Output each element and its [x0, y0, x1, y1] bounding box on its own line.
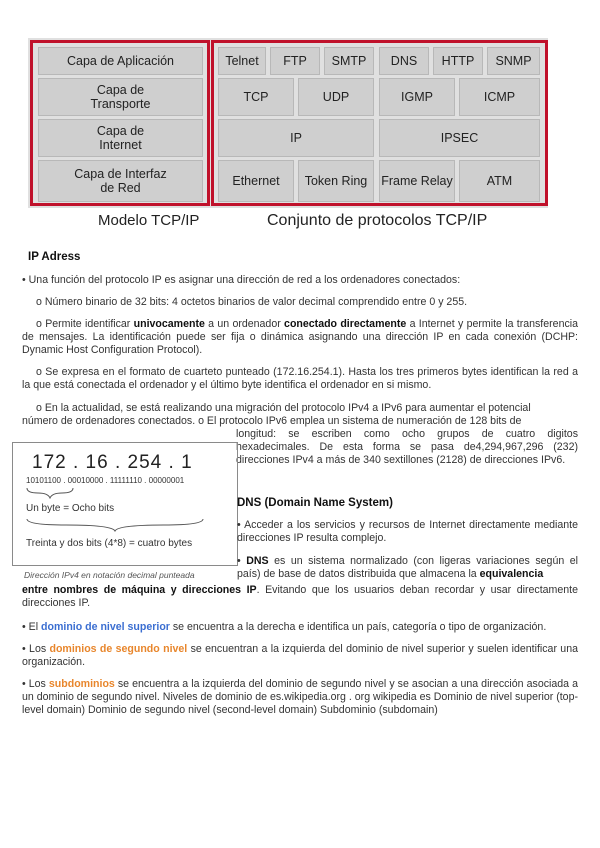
proto-igmp: IGMP	[379, 78, 455, 116]
brace-32bits	[26, 518, 204, 532]
proto-http: HTTP	[433, 47, 483, 75]
brace-byte	[26, 487, 74, 499]
layer-transport: Capa de Transporte	[38, 78, 203, 116]
dns-bullet-1: • Acceder a los servicios y recursos de Internet directamente mediante direcciones IP resulta complejo.	[237, 519, 578, 544]
proto-udp: UDP	[298, 78, 374, 116]
caption-model: Modelo TCP/IP	[98, 212, 200, 229]
proto-ipsec: IPSEC	[379, 119, 540, 157]
ip-sub-1: o Número binario de 32 bits: 4 octetos binarios de valor decimal comprendido entre 0 y 255.	[36, 296, 468, 308]
proto-icmp: ICMP	[459, 78, 540, 116]
proto-telnet: Telnet	[218, 47, 266, 75]
ip-heading: IP Adress	[28, 251, 81, 263]
layer-internet: Capa de Internet	[38, 119, 203, 157]
proto-dns: DNS	[379, 47, 429, 75]
proto-frame-relay: Frame Relay	[379, 160, 455, 202]
proto-token-ring: Token Ring	[298, 160, 374, 202]
ip-sub-3: o Se expresa en el formato de cuarteto punteado (172.16.254.1). Hasta los tres primeros bytes identifican la red a la que está conectada el ordenador y el último byte identifica el ordenador en si mismo.	[22, 366, 578, 391]
dns-heading: DNS (Domain Name System)	[237, 497, 393, 509]
proto-tcp: TCP	[218, 78, 294, 116]
dns-bullet-3: • El dominio de nivel superior se encuentra a la derecha e identifica un país, categoría o tipo de organización.	[22, 621, 547, 633]
dns-bullet-5: • Los subdominios se encuentra a la izquierda del dominio de segundo nivel y se asocian a una dirección asociada a un dominio de segundo nivel. Niveles de dominio de es.wikipedia.org . org wikipedia es Dominio de nivel superior (top-level domain) Dominio de segundo nivel (second-level domain) Subdominio (subdomain)	[22, 678, 578, 716]
dns-bullet-2-end: entre nombres de máquina y direcciones IP. Evitando que los usuarios deban recordar y usar directamente direcciones IP.	[22, 584, 578, 609]
ipv4-octets: 172 . 16 . 254 . 1	[32, 452, 193, 473]
ipv4-binary: 10101100 . 00010000 . 11111110 . 00000001	[26, 476, 185, 485]
ip-sub-2: o Permite identificar univocamente a un ordenador conectado directamente a Internet y permite la transferencia de mensajes. La identificación puede ser fija o dinámica asignando una dirección IP en cada conexión (DCHP: Dynamic Host Configuration Protocol).	[22, 318, 579, 356]
ipv4-caption: Dirección IPv4 en notación decimal punteada	[24, 570, 195, 580]
proto-ip: IP	[218, 119, 374, 157]
proto-smtp: SMTP	[324, 47, 374, 75]
ipv4-bits-label: Treinta y dos bits (4*8) = cuatro bytes	[26, 538, 193, 549]
layer-application: Capa de Aplicación	[38, 47, 203, 75]
dns-bullet-2-start: • DNS es un sistema normalizado (con ligeras variaciones según el país) de base de datos distribuida que almacena la equivalencia	[237, 555, 578, 580]
ip-sub-4-line2: número de ordenadores conectados. o El protocolo IPv6 emplea un sistema de numeración de 128 bits de	[22, 415, 522, 427]
ipv4-byte-label: Un byte = Ocho bits	[26, 503, 115, 514]
dns-bullet-4: • Los dominios de segundo nivel se encuentran a la izquierda del dominio de nivel superior y suelen identificar una organización.	[22, 643, 578, 668]
ip-bullet-1: • Una función del protocolo IP es asignar una dirección de red a los ordenadores conectados:	[22, 274, 461, 286]
proto-snmp: SNMP	[487, 47, 540, 75]
ip-sub-4-line1: o En la actualidad, se está realizando una migración del protocolo IPv4 a IPv6 para aumentar el potencial	[36, 402, 531, 414]
caption-protocols: Conjunto de protocolos TCP/IP	[267, 212, 488, 229]
proto-ethernet: Ethernet	[218, 160, 294, 202]
proto-atm: ATM	[459, 160, 540, 202]
ip-sub-4-rest: longitud: se escriben como ocho grupos de cuatro digitos hexadecimales. De esta forma se pasa de4,294,967,296 (232) direcciones IPv4 a más de 340 sextillones (2128) de direcciones IPv6.	[236, 428, 578, 466]
layer-network: Capa de Interfaz de Red	[38, 160, 203, 202]
proto-ftp: FTP	[270, 47, 320, 75]
